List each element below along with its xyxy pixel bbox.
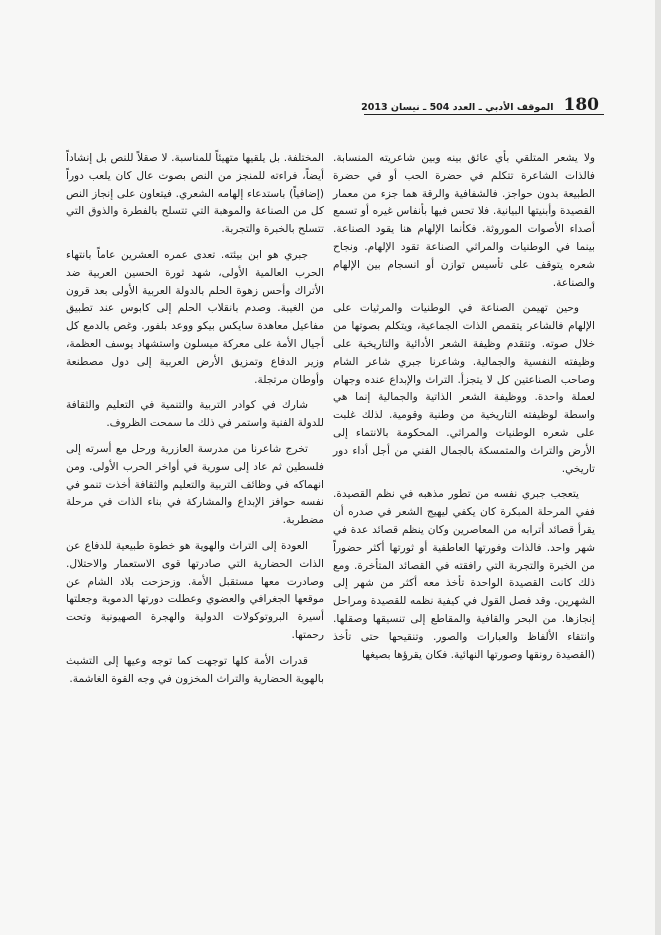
header-rule: [364, 114, 604, 115]
paragraph: تخرج شاعرنا من مدرسة العازرية ورحل مع أسرته إلى فلسطين ثم عاد إلى سورية في أواخر الحرب الأولى. ومن انهماكه في وظائف التربية والتعليم والثقافة أخذت تنمو في نفسه حوافز الإبداع والمشاركة في بناء الذات في مرحلة مضطربة.: [66, 442, 324, 527]
paragraph: المختلفة. بل يلقيها متهيئاً للمناسبة. لا صقلاً للنص بل إنشاداً أيضاً، فراءته للمنجز من النص بصوت عال كان يلعب دوراً (إضافياً) باستدعاء إلهامه الشعري. فيتعاون على إنجاز النص كل من الصناعة والموهبة التي تتسلح بالفطرة والذوق التي تتسلح بالخبرة والتجربة.: [66, 152, 324, 236]
paragraph: جبري هو ابن بيئته. تعدى عمره العشرين عاماً بانتهاء الحرب العالمية الأولى، شهد ثورة الحسين العربية ضد الأتراك وأحس زهوة الحلم بالدولة العربية الأولى بعد قرون من الغيبة. وصدم بانقلاب الحلم إلى كابوس عند تطبيق مفاعيل معاهدة سايكس بيكو ووعد بلفور. وغص بالدمع كل أجيال الأمة على معركة ميسلون واستشهاد يوسف العظمة، وزير الدفاع وتمزيق الأرض العربية إلى دول مصطنعة وأوطان مرتجلة.: [66, 248, 324, 386]
paragraph: شارك في كوادر التربية والتنمية في التعليم والثقافة للدولة الفنية واستمر في ذلك ما سمحت الظروف.: [66, 399, 324, 430]
paragraph: ولا يشعر المتلقي بأي عائق بينه وبين شاعريته المنسابة. فالذات الشاعرة تتكلم في حضرة الحب أو في حضرة الطبيعة بدون حواجز. فالشفافية والرقة هما جزء من معمار القصيدة وأبنيتها البيانية. فلا تحس فيها بأنفاس غيره أو تسمع أصداء الأصوات الموروثة. فكأنما الإلهام هنا يقود الصناعة. بينما في الوطنيات والمراثي الصناعة تقود الإلهام. ونجاح شعره يتوقف على تأسيس توازن أو انسجام بين الإلهام والصناعة.: [333, 152, 595, 289]
paragraph: يتعجب جبري نفسه من تطور مذهبه في نظم القصيدة. ففي المرحلة المبكرة كان يكفي ليهيج الشعر في صدره أن يقرأ قصائد أترابه من المعاصرين وكان ينظم قصائد عدة في شهر واحد. فالذات وفورتها العاطفية أو ثورتها أكثر حضوراً من الخبرة والتجربة التي رافقته في القصائد المتأخرة. ومع ذلك كانت القصيدة الواحدة تأخذ معه أكثر من شهر إلى الشهرين. وقد فصل القول في كيفية نظمه للقصيدة ومراحل إنجازها. من البحر والقافية والمقاطع إلى تنسيقها وصقلها. وانتقاء الألفاظ والعبارات والصور. وتنقيحها حتى تأخذ (القصيدة رونقها وصورتها النهائية. فكان يقرؤها بصيغها: [333, 488, 595, 661]
text-column-left: [66, 150, 324, 696]
text-column-right: [333, 150, 595, 672]
page-header: [361, 88, 599, 115]
paragraph: العودة إلى التراث والهوية هو خطوة طبيعية للدفاع عن الذات الحضارية التي صادرتها قوى الاستعمار والاحتلال. وصادرت معها مستقبل الأمة. وزحزحت بلاد الشام عن موقعها الجغرافي والعضوي وعطلت دورتها الدموية وجعلتها أسيرة البروتوكولات الدولية والهجرة الصهيونية وتحت رحمتها.: [66, 539, 324, 641]
running-head: الموقف الأدبي ـ العدد 504 ـ نيسان 2013: [361, 102, 554, 113]
paragraph: قدرات الأمة كلها توجهت كما توجه وعيها إلى التشبث بالهوية الحضارية والتراث المخزون في وجه القوة الغاشمة.: [66, 654, 324, 685]
paragraph: وحين تهيمن الصناعة في الوطنيات والمرثيات على الإلهام فالشاعر يتقمص الذات الجماعية، ويتكلم بصوتها من خلال صوته. وتتقدم وظيفة الشعر الأدائية والتاريخية على وظيفته النفسية والجمالية. وشاعرنا جبري شاعر الشام وصاحب الصناعتين كل لا يتجزأ. التراث والإبداع عنده وجهان لعملة واحدة. ووظيفة الشعر الذاتية والجمالية إنما هي واسطة لوظيفته التاريخية من وطنية وقومية. لذلك غلبت على شعره الوطنيات والمراثي. المحكومة بالانتماء إلى الأرض والتراث والمتمسكة بالجمال الفني من أجل أداء دور تاريخي.: [333, 302, 595, 475]
page-number: 180: [563, 95, 599, 115]
page-edge-shadow: [655, 0, 661, 935]
